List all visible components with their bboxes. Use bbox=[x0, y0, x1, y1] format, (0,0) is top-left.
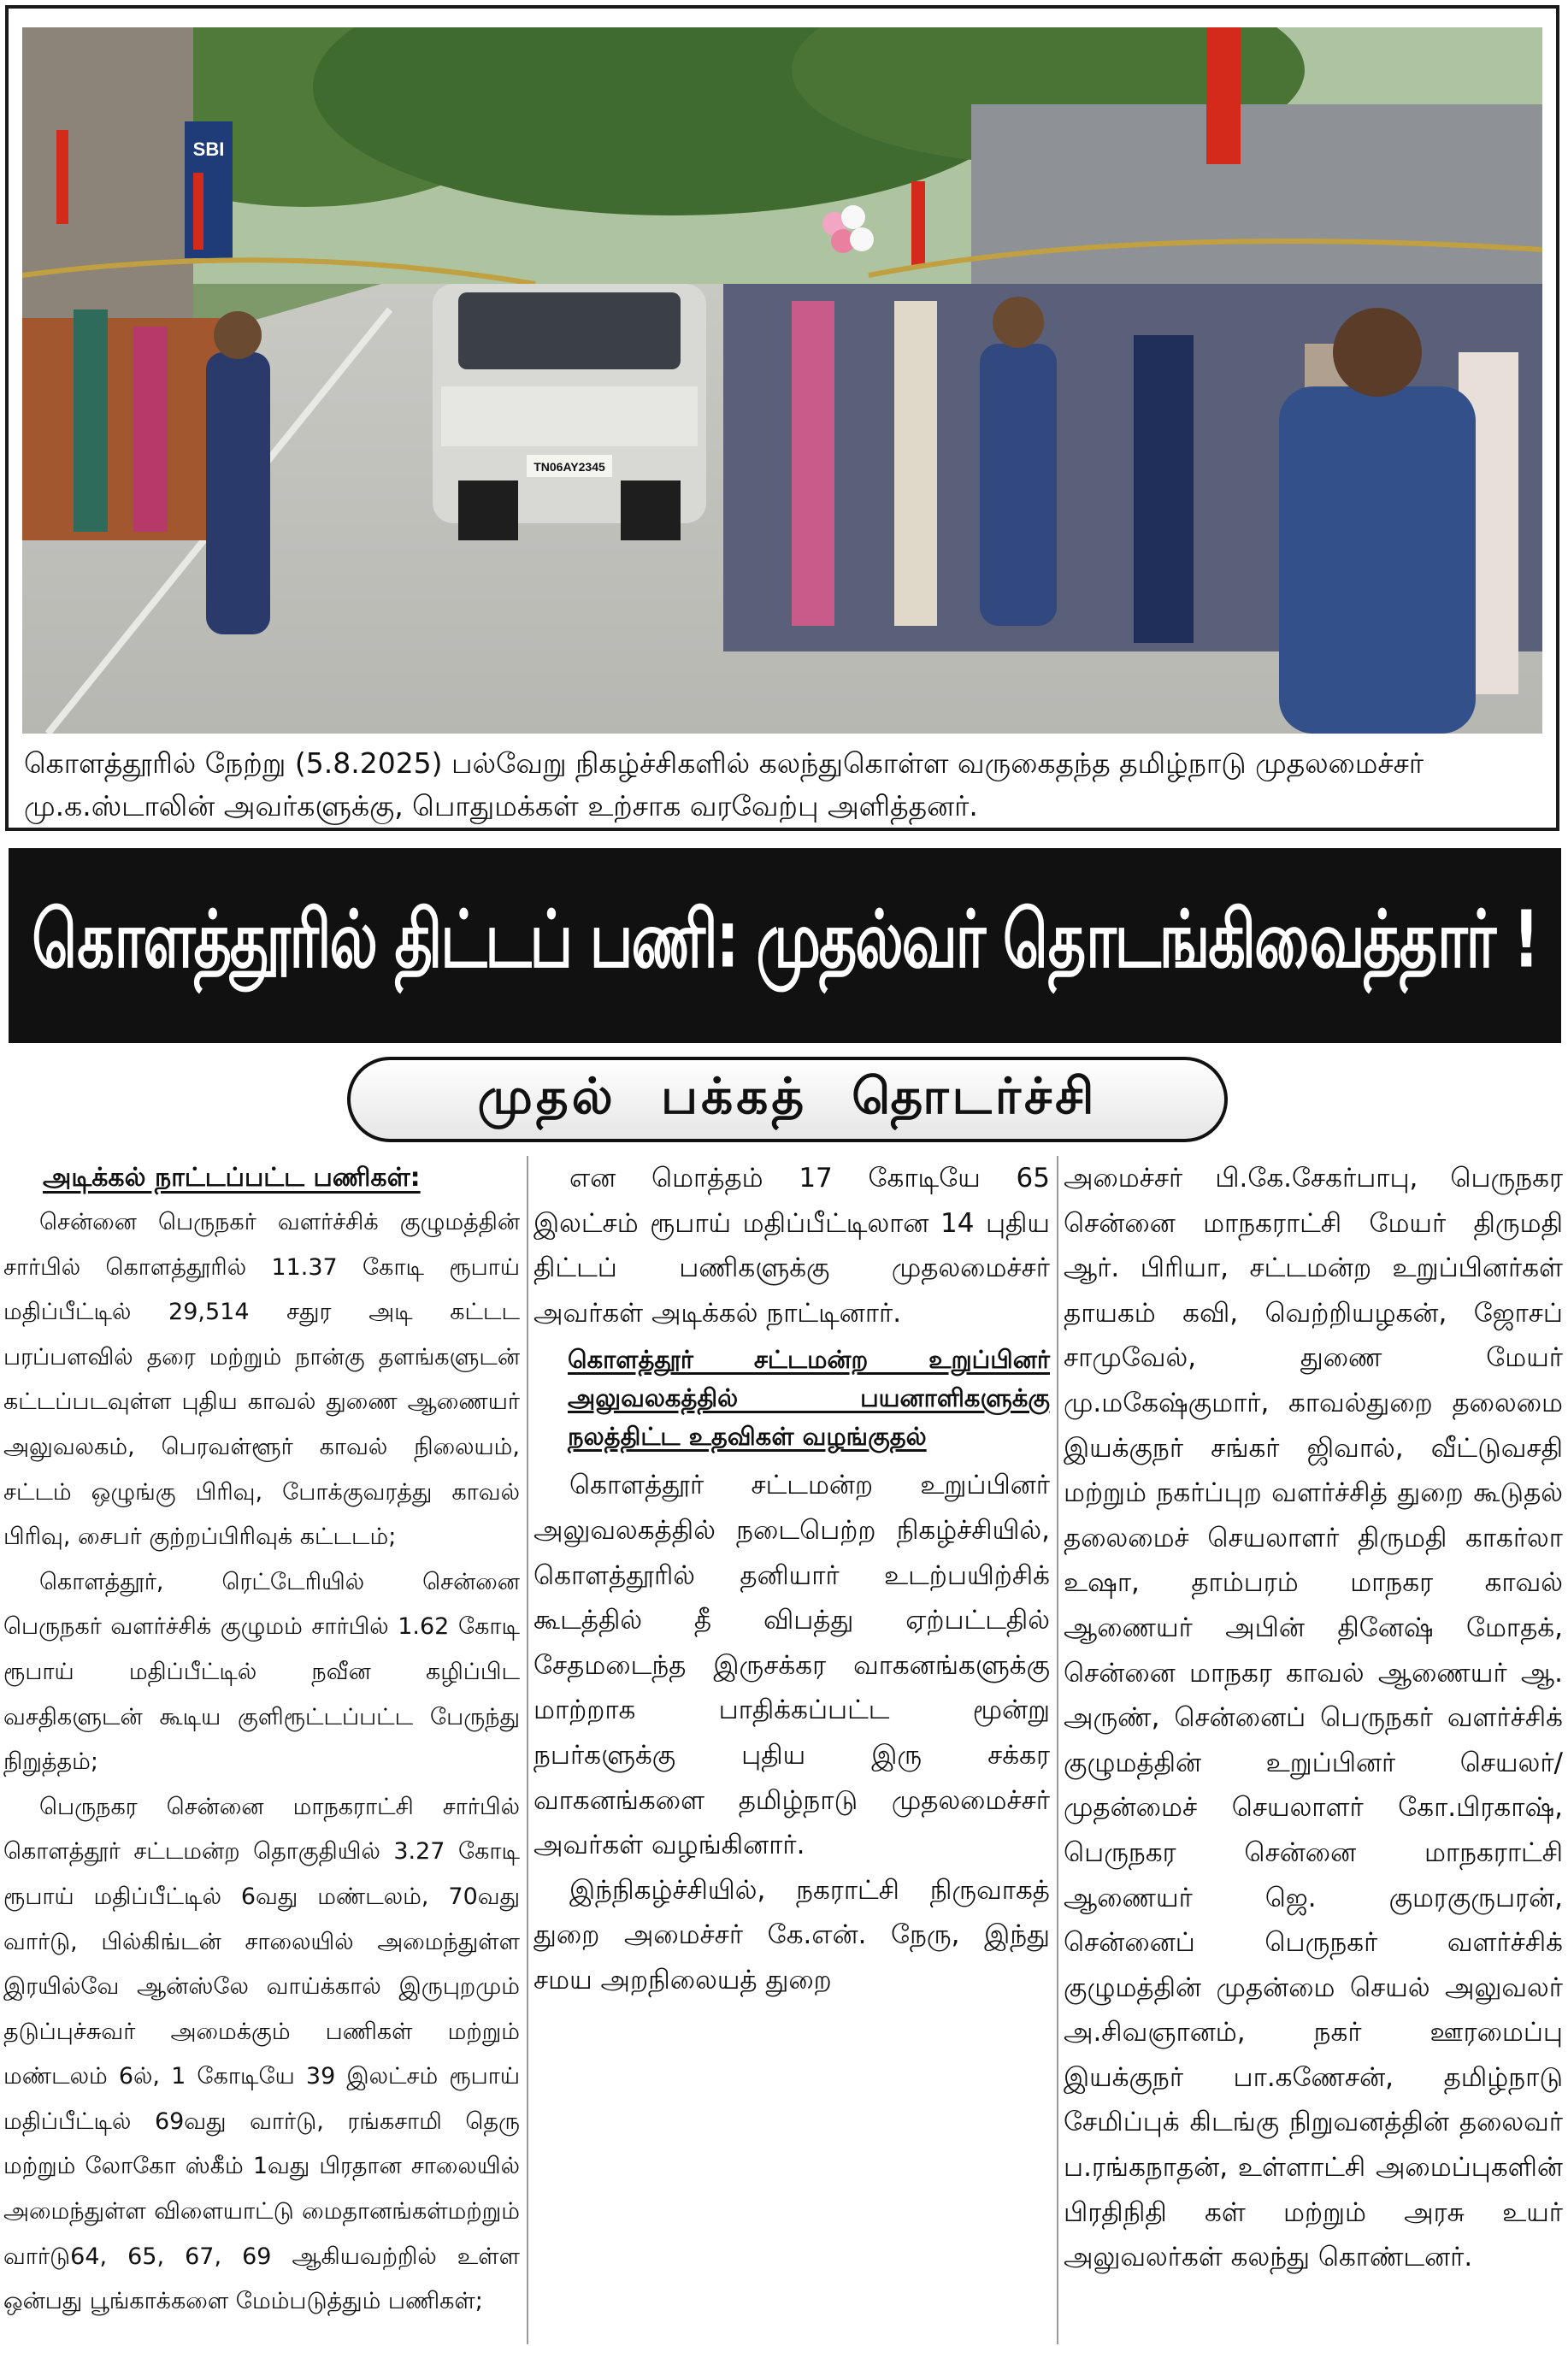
photo-box bbox=[5, 5, 1559, 831]
column-rule-2 bbox=[1057, 1156, 1058, 2344]
article-column-3 bbox=[1064, 1156, 1563, 2280]
article-column-1 bbox=[3, 1156, 520, 2325]
continuation-text: முதல் பக்கத் தொடர்ச்சி bbox=[477, 1067, 1098, 1125]
paragraph-6-end: அமைச்சர் பி.கே.சேகர்பாபு, பெருநகர சென்னை மாநகராட்சி மேயர் திருமதி ஆர். பிரியா, சட்டமன்ற உறுப்பினர்கள் தாயகம் கவி, வெற்றியழகன், ஜோசப் சாமுவேல், துணை மேயர் மு.மகேஷ்குமார், காவல்துறை தலைமை இயக்குநர் சங்கர் ஜிவால், வீட்டுவசதி மற்றும் நகர்ப்புற வளர்ச்சித் துறை கூடுதல் தலைமைச் செயலாளர் திருமதி காகர்லா உஷா, தாம்பரம் மாநகர காவல் ஆணையர் அபின் தினேஷ் மோதக், சென்னை மாநகர காவல் ஆணையர் ஆ. அருண், சென்னைப் பெருநகர் வளர்ச்சிக் குழுமத்தின் உறுப்பினர் செயலர்/முதன்மைச் செயலாளர் கோ.பிரகாஷ், பெருநகர சென்னை மாநகராட்சி ஆணையர் ஜெ. குமரகுருபரன், சென்னைப் பெருநகர் வளர்ச்சிக் குழுமத்தின் முதன்மை செயல் அலுவலர் அ.சிவஞானம், நகர் ஊரமைப்பு இயக்குநர் பா.கணேசன், தமிழ்நாடு சேமிப்புக் கிடங்கு நிறுவனத்தின் தலைவர் ப.ரங்கநாதன், உள்ளாட்சி அமைப்புகளின் பிரதிநிதி கள் மற்றும் அரசு உயர் அலுவலர்கள் கலந்து கொண்டனர். bbox=[1064, 1163, 1563, 2273]
street-scene-illustration bbox=[22, 27, 1542, 734]
subheading-welfare-assistance: கொளத்தூர் சட்டமன்ற உறுப்பினர் அலுவலகத்தில் பயனாளிகளுக்கு நலத்திட்ட உதவிகள் வழங்குதல் bbox=[568, 1345, 1050, 1452]
headline-band bbox=[9, 848, 1561, 1043]
news-photo bbox=[22, 27, 1542, 734]
photo-caption: கொளத்தூரில் நேற்று (5.8.2025) பல்வேறு நிகழ்ச்சிகளில் கலந்துகொள்ள வருகைதந்த தமிழ்நாடு முதலமைச்சர் மு.க.ஸ்டாலின் அவர்களுக்கு, பொதுமக்கள் உற்சாக வரவேற்பு அளித்தனர். bbox=[24, 746, 1424, 822]
subheading-foundation-works: அடிக்கல் நாட்டப்பட்ட பணிகள்: bbox=[43, 1163, 421, 1193]
headline: கொளத்தூரில் திட்டப் பணி: முதல்வர் தொடங்கிவைத்தார் ! bbox=[32, 894, 1538, 987]
paragraph-1: சென்னை பெருநகர் வளர்ச்சிக் குழுமத்தின் சார்பில் கொளத்தூரில் 11.37 கோடி ரூபாய் மதிப்பீட்டில் 29,514 சதுர அடி கட்டட பரப்பளவில் தரை மற்றும் நான்கு தளங்களுடன் கட்டப்படவுள்ள புதிய காவல் துணை ஆணையர் அலுவலகம், பெரவள்ளூர் காவல் நிலையம், சட்டம் ஒழுங்கு பிரிவு, போக்குவரத்து காவல் பிரிவு, சைபர் குற்றப்பிரிவுக் கட்டடம்; bbox=[3, 1209, 520, 1551]
crowd-left bbox=[22, 309, 227, 540]
article-column-2 bbox=[533, 1156, 1050, 2003]
paragraph-2: கொளத்தூர், ரெட்டேரியில் சென்னை பெருநகர் வளர்ச்சிக் குழுமம் சார்பில் 1.62 கோடி ரூபாய் மதிப்பீட்டில் நவீன கழிப்பிட வசதிகளுடன் கூடிய குளிரூட்டப்பட்ட பேருந்து நிறுத்தம்; bbox=[3, 1568, 520, 1776]
bank-sign-text: SBI bbox=[192, 139, 225, 160]
number-plate-text: TN06AY2345 bbox=[533, 460, 605, 474]
paragraph-6-start: இந்நிகழ்ச்சியில், நகராட்சி நிருவாகத் துறை அமைச்சர் கே.என். நேரு, இந்து சமய அறநிலையத் துறை bbox=[533, 1874, 1050, 1995]
paragraph-5: கொளத்தூர் சட்டமன்ற உறுப்பினர் அலுவலகத்தில் நடைபெற்ற நிகழ்ச்சியில், கொளத்தூரில் தனியார் உடற்பயிற்சிக் கூடத்தில் தீ விபத்து ஏற்பட்டதில் சேதமடைந்த இருசக்கர வாகனங்களுக்கு மாற்றாக பாதிக்கப்பட்ட மூன்று நபர்களுக்கு புதிய இரு சக்கர வாகனங்களை தமிழ்நாடு முதலமைச்சர் அவர்கள் வழங்கினார். bbox=[533, 1470, 1050, 1861]
paragraph-4: என மொத்தம் 17 கோடியே 65 இலட்சம் ரூபாய் மதிப்பீட்டிலான 14 புதிய திட்டப் பணிகளுக்கு முதலமைச்சர் அவர்கள் அடிக்கல் நாட்டினார். bbox=[533, 1163, 1050, 1329]
column-rule-1 bbox=[527, 1156, 528, 2344]
continuation-label bbox=[347, 1057, 1228, 1142]
paragraph-3: பெருநகர சென்னை மாநகராட்சி சார்பில் கொளத்தூர் சட்டமன்ற தொகுதியில் 3.27 கோடி ரூபாய் மதிப்பீட்டில் 6வது மண்டலம், 70வது வார்டு, பில்கிங்டன் சாலையில் அமைந்துள்ள இரயில்வே ஆன்ஸ்லே வாய்க்கால் இருபுறமும் தடுப்புச்சுவர் அமைக்கும் பணிகள் மற்றும் மண்டலம் 6ல், 1 கோடியே 39 இலட்சம் ரூபாய் மதிப்பீட்டில் 69வது வார்டு, ரங்கசாமி தெரு மற்றும் லோகோ ஸ்கீம் 1வது பிரதான சாலையில் அமைந்துள்ள விளையாட்டு மைதானங்கள்மற்றும் வார்டு64, 65, 67, 69 ஆகியவற்றில் உள்ள ஒன்பது பூங்காக்களை மேம்படுத்தும் பணிகள்; bbox=[3, 1793, 520, 2315]
suv-vehicle bbox=[433, 284, 706, 540]
